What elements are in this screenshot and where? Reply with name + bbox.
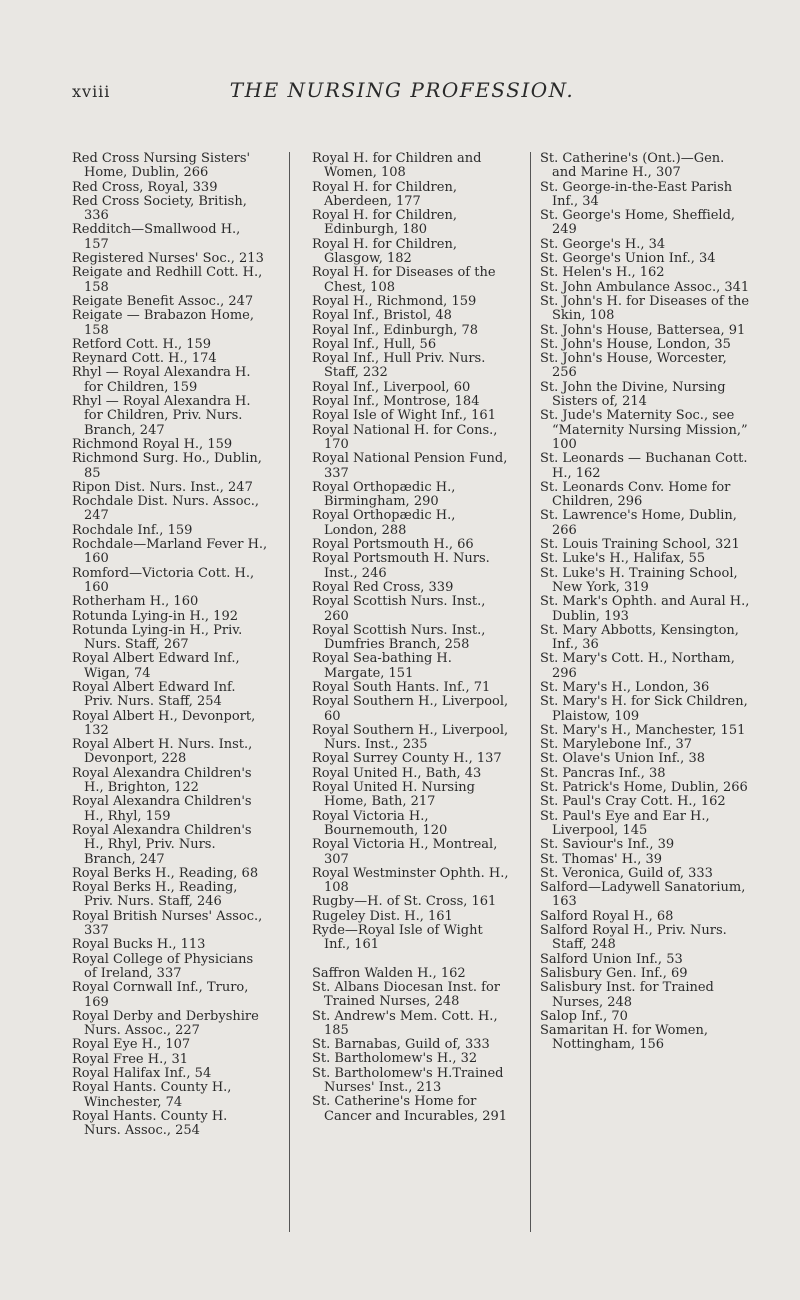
index-entry: St. Albans Diocesan Inst. for Trained Nurses, 248	[312, 979, 501, 1010]
index-entry: St. George's H., 34	[540, 236, 666, 252]
index-entry: St. Lawrence's Home, Dublin, 266	[540, 508, 737, 538]
index-entry: Royal Inf., Bristol, 48	[312, 308, 452, 324]
index-entry: St. Paul's Cray Cott. H., 162	[540, 794, 726, 810]
index-entry: Reynard Cott. H., 174	[72, 351, 217, 367]
index-entry: Reigate and Redhill Cott. H., 158	[72, 265, 263, 295]
index-entry: Royal Westminster Ophth. H., 108	[312, 865, 509, 896]
index-entry: Royal Inf., Hull Priv. Nurs. Staff, 232	[312, 351, 486, 381]
index-entry: St. Jude's Maternity Soc., see “Maternity Nursing Mission,” 100	[540, 408, 748, 452]
index-entry: Rugby—H. of St. Cross, 161	[312, 894, 497, 910]
index-entry: Rochdale Inf., 159	[72, 522, 193, 538]
index-entry: Royal Scottish Nurs. Inst., 260	[312, 594, 486, 624]
page-header	[72, 78, 732, 108]
index-entry: St. Leonards Conv. Home for Children, 296	[540, 479, 731, 510]
index-entry: Red Cross, Royal, 339	[72, 179, 218, 195]
index-entry: Salop Inf., 70	[540, 1008, 628, 1024]
index-entry: Royal United H., Bath, 43	[312, 765, 482, 781]
index-entry: Royal Derby and Derbyshire Nurs. Assoc., 227	[72, 1008, 259, 1039]
index-entry: St. Luke's H., Halifax, 55	[540, 551, 706, 567]
index-entry: Royal H. for Children, Glasgow, 182	[312, 236, 457, 267]
index-entry: Royal Victoria H., Montreal, 307	[312, 837, 498, 867]
index-column-3	[540, 152, 750, 1053]
index-column-1	[72, 152, 268, 1138]
index-entry: Royal Southern H., Liverpool, Nurs. Inst., 235	[312, 722, 509, 753]
index-entry: Royal Berks H., Reading, Priv. Nurs. Staff, 246	[72, 880, 238, 910]
index-entry: Salford—Ladywell Sanatorium, 163	[540, 880, 746, 910]
index-entry: St. Bartholomew's H.Trained Nurses' Inst., 213	[312, 1065, 504, 1095]
index-entry: Royal Eye H., 107	[72, 1037, 191, 1053]
index-entry: Royal Albert H. Nurs. Inst., Devonport, 228	[72, 737, 253, 767]
index-entry: Registered Nurses' Soc., 213	[72, 251, 264, 267]
index-entry: Rhyl — Royal Alexandra H. for Children, Priv. Nurs. Branch, 247	[72, 394, 251, 438]
index-entry: St. Thomas' H., 39	[540, 851, 662, 867]
index-entry: Royal Inf., Montrose, 184	[312, 394, 480, 410]
index-entry: Royal Berks H., Reading, 68	[72, 865, 259, 881]
index-entry: St. Olave's Union Inf., 38	[540, 751, 705, 767]
index-entry: St. George's Home, Sheffield, 249	[540, 208, 736, 238]
index-entry: Rotherham H., 160	[72, 594, 199, 610]
index-entry: Salford Royal H., Priv. Nurs. Staff, 248	[540, 923, 727, 953]
index-entry: Royal Victoria H., Bournemouth, 120	[312, 808, 448, 838]
index-entry: Royal Inf., Liverpool, 60	[312, 379, 471, 395]
column-divider	[289, 152, 290, 1232]
index-entry: St. Helen's H., 162	[540, 265, 665, 281]
index-entry: St. George-in-the-East Parish Inf., 34	[540, 179, 733, 209]
index-entry: Royal Orthopædic H., Birmingham, 290	[312, 479, 456, 510]
index-entry: St. Leonards — Buchanan Cott. H., 162	[540, 451, 748, 481]
index-entry: Royal College of Physicians of Ireland, 337	[72, 951, 254, 981]
index-entry: Royal Isle of Wight Inf., 161	[312, 408, 496, 424]
index-entry: St. Patrick's Home, Dublin, 266	[540, 780, 748, 796]
index-entry: St. Mark's Ophth. and Aural H., Dublin, 193	[540, 594, 750, 624]
index-entry: St. John Ambulance Assoc., 341	[540, 279, 750, 295]
index-entry: St. John's House, Worcester, 256	[540, 351, 727, 381]
index-entry: Salford Royal H., 68	[540, 908, 674, 924]
index-entry: St. Luke's H. Training School, New York, 319	[540, 565, 738, 595]
index-entry: St. John's H. for Diseases of the Skin, 108	[540, 293, 750, 324]
index-entry: Reigate — Brabazon Home, 158	[72, 308, 254, 338]
index-entry: Royal Alexandra Children's H., Brighton, 122	[72, 765, 252, 796]
index-entry: St. Paul's Eye and Ear H., Liverpool, 145	[540, 808, 710, 838]
index-entry: St. Mary's H. for Sick Children, Plaistow, 109	[540, 694, 748, 724]
index-entry: Salford Union Inf., 53	[540, 951, 683, 967]
index-entry: Royal Hants. County H., Winchester, 74	[72, 1080, 232, 1110]
index-entry: St. Mary's Cott. H., Northam, 296	[540, 651, 735, 681]
index-entry: St. John's House, Battersea, 91	[540, 322, 746, 338]
index-entry: Rugeley Dist. H., 161	[312, 908, 453, 924]
index-entry: St. Mary's H., Manchester, 151	[540, 722, 746, 738]
index-entry: Royal Hants. County H. Nurs. Assoc., 254	[72, 1108, 228, 1139]
index-entry: Royal Orthopædic H., London, 288	[312, 508, 456, 538]
page-number: xviii	[72, 82, 111, 101]
index-entry: Royal Southern H., Liverpool, 60	[312, 694, 509, 724]
index-entry: Redditch—Smallwood H., 157	[72, 222, 241, 252]
index-column-2	[312, 152, 512, 1124]
index-entry: St. John the Divine, Nursing Sisters of, 214	[540, 379, 726, 410]
index-entry: St. Catherine's (Ont.)—Gen. and Marine H., 307	[540, 151, 725, 181]
index-entry: St. John's House, London, 35	[540, 336, 731, 352]
index-entry: Royal Cornwall Inf., Truro, 169	[72, 980, 249, 1010]
column-divider	[530, 152, 531, 1232]
index-entry: Reigate Benefit Assoc., 247	[72, 293, 254, 309]
index-entry: Red Cross Nursing Sisters' Home, Dublin, 266	[72, 151, 251, 181]
index-entry: Royal Albert H., Devonport, 132	[72, 708, 256, 738]
index-entry: Ripon Dist. Nurs. Inst., 247	[72, 479, 253, 495]
index-entry: Royal British Nurses' Assoc., 337	[72, 908, 263, 939]
index-entry: Royal Surrey County H., 137	[312, 751, 502, 767]
index-entry: St. Bartholomew's H., 32	[312, 1051, 478, 1067]
index-entry: St. Louis Training School, 321	[540, 537, 740, 553]
index-entry: Salisbury Gen. Inf., 69	[540, 965, 688, 981]
index-entry: Royal Alexandra Children's H., Rhyl, 159	[72, 794, 252, 824]
index-entry: St. Marylebone Inf., 37	[540, 737, 693, 753]
index-entry: Royal United H. Nursing Home, Bath, 217	[312, 780, 475, 810]
index-entry: St. Catherine's Home for Cancer and Incurables, 291	[312, 1094, 508, 1124]
index-entry: Royal Albert Edward Inf. Priv. Nurs. Staff, 254	[72, 679, 236, 710]
index-entry: Royal Red Cross, 339	[312, 579, 454, 595]
index-entry: Royal H., Richmond, 159	[312, 293, 477, 309]
index-entry: Ryde—Royal Isle of Wight Inf., 161	[312, 923, 483, 953]
index-entry: Royal Scottish Nurs. Inst., Dumfries Branch, 258	[312, 622, 486, 653]
index-entry: Retford Cott. H., 159	[72, 336, 212, 352]
index-entry: Rotunda Lying-in H., 192	[72, 608, 238, 624]
index-entry: Richmond Royal H., 159	[72, 436, 233, 452]
index-entry: St. Saviour's Inf., 39	[540, 837, 675, 853]
index-entry: Royal H. for Children, Aberdeen, 177	[312, 179, 457, 209]
index-entry: Samaritan H. for Women, Nottingham, 156	[540, 1023, 709, 1053]
index-entry: Royal Portsmouth H., 66	[312, 537, 474, 553]
index-entry: Royal South Hants. Inf., 71	[312, 679, 491, 695]
running-title: THE NURSING PROFESSION.	[229, 78, 575, 102]
index-entry: Royal H. for Diseases of the Chest, 108	[312, 265, 496, 295]
index-entry: St. Mary's H., London, 36	[540, 679, 710, 695]
index-entry: Royal Inf., Hull, 56	[312, 336, 437, 352]
index-entry: St. Mary Abbotts, Kensington, Inf., 36	[540, 622, 739, 653]
index-entry: St. Pancras Inf., 38	[540, 765, 666, 781]
index-entry: Royal Halifax Inf., 54	[72, 1066, 212, 1081]
index-entry: Romford—Victoria Cott. H., 160	[72, 565, 255, 595]
index-entry: Royal Albert Edward Inf., Wigan, 74	[72, 651, 240, 681]
index-entry: Royal National Pension Fund, 337	[312, 451, 508, 481]
index-entry: Royal H. for Children and Women, 108	[312, 151, 482, 181]
index-entry: St. Barnabas, Guild of, 333	[312, 1037, 490, 1053]
index-entry: St. Veronica, Guild of, 333	[540, 865, 713, 881]
index-entry: Richmond Surg. Ho., Dublin, 85	[72, 451, 262, 481]
index-entry: Rochdale—Marland Fever H., 160	[72, 537, 268, 567]
index-entry: Royal Bucks H., 113	[72, 937, 206, 953]
index-entry: Royal Free H., 31	[72, 1051, 189, 1067]
index-entry: Royal Portsmouth H. Nurs. Inst., 246	[312, 551, 490, 581]
index-entry: Royal H. for Children, Edinburgh, 180	[312, 208, 457, 238]
index-entry: Salisbury Inst. for Trained Nurses, 248	[540, 980, 714, 1010]
index-entry: Red Cross Society, British, 336	[72, 193, 247, 224]
index-entry: Royal Alexandra Children's H., Rhyl, Priv. Nurs. Branch, 247	[72, 822, 252, 867]
index-entry: Rhyl — Royal Alexandra H. for Children, 159	[72, 365, 251, 395]
index-entry: Rochdale Dist. Nurs. Assoc., 247	[72, 494, 260, 524]
index-entry: Royal National H. for Cons., 170	[312, 422, 498, 452]
index-entry: Royal Inf., Edinburgh, 78	[312, 322, 479, 338]
index-entry: Rotunda Lying-in H., Priv. Nurs. Staff, 267	[72, 622, 243, 653]
index-entry: St. Andrew's Mem. Cott. H., 185	[312, 1008, 498, 1038]
index-entry: Royal Sea-bathing H. Margate, 151	[312, 651, 452, 681]
index-entry: St. George's Union Inf., 34	[540, 251, 716, 267]
index-entry: Saffron Walden H., 162	[312, 965, 466, 981]
